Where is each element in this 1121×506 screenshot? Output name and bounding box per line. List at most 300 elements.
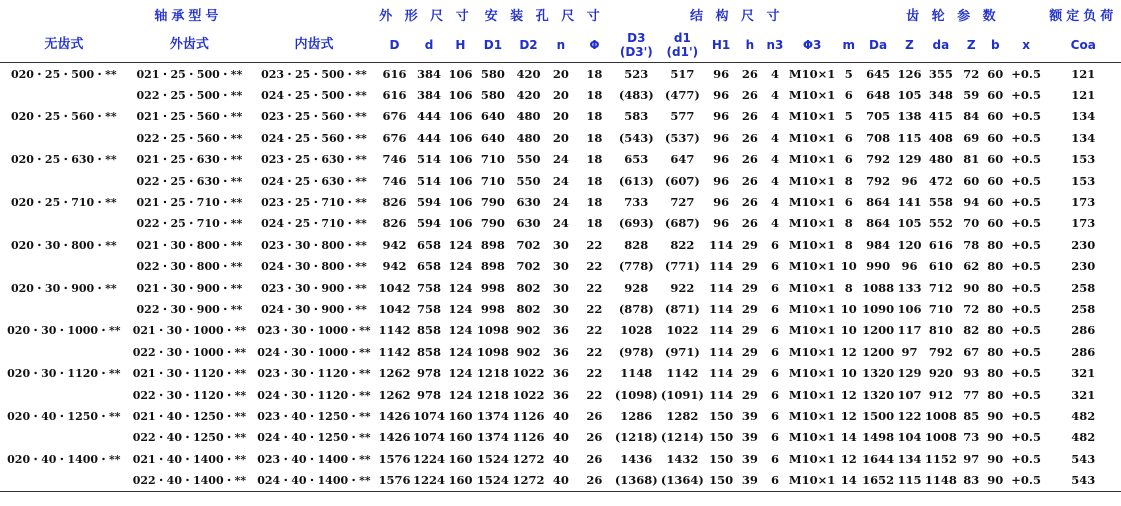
cell-m: 12 bbox=[840, 344, 857, 359]
cell-d1: 580 bbox=[480, 88, 505, 103]
col-header-D3 bbox=[613, 28, 659, 63]
cell-b: 60 bbox=[987, 173, 1004, 188]
cell-ext: 021・25・560・** bbox=[136, 110, 243, 124]
cell-da: 792 bbox=[928, 344, 953, 359]
cell-n3: 6 bbox=[770, 259, 779, 274]
col-header-d1 bbox=[659, 28, 705, 63]
cell-d2: 1126 bbox=[512, 408, 545, 423]
cell-phi: 22 bbox=[586, 280, 603, 295]
cell-phi3: M10×1 bbox=[788, 366, 836, 381]
cell-z2: 69 bbox=[963, 130, 980, 145]
table-row bbox=[0, 362, 1121, 383]
cell-m: 12 bbox=[840, 451, 857, 466]
cell-d2: 480 bbox=[516, 130, 541, 145]
cell-d2: 702 bbox=[516, 259, 541, 274]
cell-d: 942 bbox=[382, 259, 407, 274]
col-header-phi3: Φ3 bbox=[802, 38, 822, 52]
cell-n3: 6 bbox=[770, 323, 779, 338]
cell-h: 106 bbox=[448, 88, 473, 103]
table-row bbox=[0, 448, 1121, 469]
cell-z2: 93 bbox=[963, 366, 980, 381]
cell-n3: 6 bbox=[770, 366, 779, 381]
cell-h: 106 bbox=[448, 173, 473, 188]
cell-d: 1224 bbox=[413, 451, 446, 466]
col-header-m: m bbox=[842, 38, 855, 52]
cell-h1: 114 bbox=[709, 344, 734, 359]
cell-ext: 022・25・710・** bbox=[136, 217, 243, 231]
cell-da: 864 bbox=[866, 195, 891, 210]
cell-d1: 1098 bbox=[476, 344, 509, 359]
cell-d3: 583 bbox=[624, 109, 649, 124]
cell-d: 1074 bbox=[413, 430, 446, 445]
cell-phi3: M10×1 bbox=[788, 301, 836, 316]
cell-d3: 523 bbox=[624, 66, 649, 81]
cell-d2: 1022 bbox=[512, 366, 545, 381]
cell-b: 60 bbox=[987, 152, 1004, 167]
cell-phi: 26 bbox=[586, 473, 603, 488]
cell-d3: (693) bbox=[618, 216, 654, 231]
cell-z2: 60 bbox=[963, 173, 980, 188]
cell-z2: 85 bbox=[963, 408, 980, 423]
cell-z2: 72 bbox=[963, 66, 980, 81]
cell-h: 106 bbox=[448, 152, 473, 167]
cell-coa: 121 bbox=[1071, 66, 1096, 81]
cell-h: 29 bbox=[741, 237, 758, 252]
cell-x: +0.5 bbox=[1011, 430, 1041, 445]
cell-d: 658 bbox=[417, 237, 442, 252]
cell-no bbox=[0, 256, 128, 277]
cell-b: 90 bbox=[987, 430, 1004, 445]
cell-no bbox=[0, 469, 128, 491]
cell-d: 444 bbox=[417, 109, 442, 124]
cell-b: 60 bbox=[987, 109, 1004, 124]
cell-no bbox=[0, 84, 128, 105]
cell-h: 39 bbox=[741, 473, 758, 488]
cell-d1: (771) bbox=[664, 259, 700, 274]
cell-h1: 96 bbox=[713, 173, 730, 188]
cell-d1: 577 bbox=[670, 109, 695, 124]
cell-m: 14 bbox=[840, 430, 857, 445]
cell-x: +0.5 bbox=[1011, 109, 1041, 124]
cell-d1: (1214) bbox=[660, 430, 704, 445]
cell-d3: 1436 bbox=[620, 451, 653, 466]
cell-d: 384 bbox=[417, 88, 442, 103]
cell-z1: 129 bbox=[897, 366, 922, 381]
cell-da: 1088 bbox=[862, 280, 895, 295]
cell-d2: 1272 bbox=[512, 473, 545, 488]
cell-int: 023・30・1120・** bbox=[257, 367, 371, 381]
cell-m: 6 bbox=[844, 88, 853, 103]
cell-b: 80 bbox=[987, 323, 1004, 338]
cell-ext: 022・30・800・** bbox=[136, 260, 243, 274]
cell-no bbox=[0, 384, 128, 405]
cell-int: 023・30・900・** bbox=[261, 281, 367, 295]
cell-phi3: M10×1 bbox=[788, 473, 836, 488]
cell-d1: 998 bbox=[480, 301, 505, 316]
cell-phi3: M10×1 bbox=[788, 323, 836, 338]
cell-z1: 129 bbox=[897, 152, 922, 167]
cell-no: 020・25・630・** bbox=[10, 153, 117, 167]
cell-h: 26 bbox=[741, 66, 758, 81]
table-body bbox=[0, 63, 1121, 492]
cell-phi: 26 bbox=[586, 430, 603, 445]
cell-z1: 134 bbox=[897, 451, 922, 466]
cell-da: 355 bbox=[928, 66, 953, 81]
cell-d3: (543) bbox=[618, 130, 654, 145]
table-row bbox=[0, 106, 1121, 127]
group-header-gear: 齿 轮 参 数 bbox=[906, 8, 1000, 24]
cell-x: +0.5 bbox=[1011, 195, 1041, 210]
cell-n3: 6 bbox=[770, 408, 779, 423]
col-header-x: x bbox=[1022, 38, 1030, 52]
cell-phi: 18 bbox=[586, 88, 603, 103]
cell-n3: 6 bbox=[770, 387, 779, 402]
col-header-Da: Da bbox=[869, 38, 888, 52]
cell-d2: 550 bbox=[516, 173, 541, 188]
cell-da: 1644 bbox=[862, 451, 895, 466]
cell-d3: 1148 bbox=[620, 366, 653, 381]
cell-h1: 150 bbox=[709, 408, 734, 423]
cell-z2: 81 bbox=[963, 152, 980, 167]
cell-coa: 482 bbox=[1071, 430, 1096, 445]
cell-m: 10 bbox=[840, 301, 857, 316]
cell-coa: 173 bbox=[1071, 216, 1096, 231]
cell-n3: 4 bbox=[770, 88, 779, 103]
cell-d: 1042 bbox=[378, 301, 411, 316]
cell-d1: 517 bbox=[670, 66, 695, 81]
cell-d: 514 bbox=[417, 152, 442, 167]
cell-b: 80 bbox=[987, 237, 1004, 252]
cell-int: 024・30・800・** bbox=[261, 260, 367, 274]
cell-n: 40 bbox=[552, 408, 569, 423]
cell-no bbox=[0, 341, 128, 362]
cell-h: 124 bbox=[448, 344, 473, 359]
cell-phi3: M10×1 bbox=[788, 109, 836, 124]
cell-da: 990 bbox=[866, 259, 891, 274]
cell-h: 29 bbox=[741, 387, 758, 402]
cell-coa: 258 bbox=[1071, 301, 1096, 316]
cell-phi3: M10×1 bbox=[788, 237, 836, 252]
cell-h1: 114 bbox=[709, 366, 734, 381]
cell-ext: 021・25・630・** bbox=[136, 153, 243, 167]
cell-d2: 802 bbox=[516, 301, 541, 316]
col-header-H1: H1 bbox=[711, 38, 731, 52]
cell-b: 60 bbox=[987, 66, 1004, 81]
cell-int: 023・25・500・** bbox=[261, 67, 367, 81]
cell-coa: 134 bbox=[1071, 109, 1096, 124]
cell-h1: 114 bbox=[709, 323, 734, 338]
cell-z2: 72 bbox=[963, 301, 980, 316]
col-header-h: h bbox=[745, 38, 755, 52]
cell-d2: 902 bbox=[516, 323, 541, 338]
cell-b: 60 bbox=[987, 88, 1004, 103]
cell-da: 552 bbox=[928, 216, 953, 231]
table-row bbox=[0, 127, 1121, 148]
table-row bbox=[0, 341, 1121, 362]
cell-d1: 1524 bbox=[476, 451, 509, 466]
cell-ext: 021・30・1000・** bbox=[132, 324, 247, 338]
cell-da: 712 bbox=[928, 280, 953, 295]
cell-b: 80 bbox=[987, 280, 1004, 295]
cell-d2: 480 bbox=[516, 109, 541, 124]
cell-d3: (978) bbox=[618, 344, 654, 359]
cell-h1: 96 bbox=[713, 88, 730, 103]
cell-phi3: M10×1 bbox=[788, 173, 836, 188]
cell-b: 90 bbox=[987, 451, 1004, 466]
cell-h1: 96 bbox=[713, 152, 730, 167]
cell-h1: 150 bbox=[709, 473, 734, 488]
cell-coa: 321 bbox=[1071, 366, 1096, 381]
cell-b: 60 bbox=[987, 216, 1004, 231]
cell-d2: 420 bbox=[516, 88, 541, 103]
cell-phi: 22 bbox=[586, 387, 603, 402]
cell-d1: (871) bbox=[664, 301, 700, 316]
cell-d1: (687) bbox=[664, 216, 700, 231]
cell-m: 5 bbox=[844, 109, 853, 124]
cell-int: 023・25・630・** bbox=[261, 153, 367, 167]
cell-n3: 4 bbox=[770, 109, 779, 124]
cell-h: 29 bbox=[741, 366, 758, 381]
cell-phi: 22 bbox=[586, 323, 603, 338]
cell-h1: 96 bbox=[713, 130, 730, 145]
cell-d1: (537) bbox=[664, 130, 700, 145]
cell-no: 020・40・1400・** bbox=[7, 452, 121, 466]
cell-da: 912 bbox=[928, 387, 953, 402]
cell-b: 80 bbox=[987, 259, 1004, 274]
table-row bbox=[0, 234, 1121, 255]
cell-no bbox=[0, 170, 128, 191]
cell-da: 648 bbox=[866, 88, 891, 103]
cell-d: 858 bbox=[417, 323, 442, 338]
cell-d2: 630 bbox=[516, 195, 541, 210]
cell-b: 80 bbox=[987, 301, 1004, 316]
cell-da: 792 bbox=[866, 173, 891, 188]
cell-da: 415 bbox=[928, 109, 953, 124]
cell-phi3: M10×1 bbox=[788, 387, 836, 402]
cell-z1: 122 bbox=[897, 408, 922, 423]
cell-phi3: M10×1 bbox=[788, 408, 836, 423]
cell-h: 124 bbox=[448, 280, 473, 295]
cell-d: 616 bbox=[382, 88, 407, 103]
cell-da: 1200 bbox=[862, 344, 895, 359]
col-header-d1-line1: d1 bbox=[673, 31, 691, 45]
col-header-Z1: Z bbox=[905, 38, 914, 52]
cell-n: 30 bbox=[552, 259, 569, 274]
cell-h: 106 bbox=[448, 109, 473, 124]
cell-b: 90 bbox=[987, 408, 1004, 423]
cell-d: 826 bbox=[382, 216, 407, 231]
cell-m: 5 bbox=[844, 66, 853, 81]
cell-z1: 115 bbox=[897, 130, 922, 145]
cell-n3: 6 bbox=[770, 430, 779, 445]
cell-h: 26 bbox=[741, 152, 758, 167]
cell-d2: 802 bbox=[516, 280, 541, 295]
cell-phi: 18 bbox=[586, 109, 603, 124]
cell-n: 24 bbox=[552, 216, 569, 231]
col-header-da: da bbox=[932, 38, 950, 52]
cell-ext: 022・25・560・** bbox=[136, 131, 243, 145]
cell-d3: (878) bbox=[618, 301, 654, 316]
cell-h: 160 bbox=[448, 451, 473, 466]
cell-ext: 021・25・710・** bbox=[136, 196, 243, 210]
cell-d1: 1022 bbox=[666, 323, 699, 338]
cell-n3: 4 bbox=[770, 216, 779, 231]
cell-h1: 96 bbox=[713, 66, 730, 81]
cell-z2: 82 bbox=[963, 323, 980, 338]
cell-d1: (1091) bbox=[660, 387, 704, 402]
cell-ext: 021・40・1400・** bbox=[132, 452, 247, 466]
cell-d3: 733 bbox=[624, 195, 649, 210]
cell-d: 594 bbox=[417, 195, 442, 210]
cell-x: +0.5 bbox=[1011, 66, 1041, 81]
cell-da: 1008 bbox=[924, 430, 957, 445]
cell-d1: 1524 bbox=[476, 473, 509, 488]
cell-d1: 998 bbox=[480, 280, 505, 295]
cell-x: +0.5 bbox=[1011, 88, 1041, 103]
cell-d3: (778) bbox=[618, 259, 654, 274]
cell-phi: 18 bbox=[586, 173, 603, 188]
cell-d3: 828 bbox=[624, 237, 649, 252]
cell-h: 106 bbox=[448, 216, 473, 231]
cell-ext: 022・30・1120・** bbox=[132, 388, 247, 402]
cell-h: 124 bbox=[448, 387, 473, 402]
cell-ext: 022・30・1000・** bbox=[132, 345, 247, 359]
cell-d: 746 bbox=[382, 152, 407, 167]
cell-h: 160 bbox=[448, 430, 473, 445]
col-header-D1: D1 bbox=[483, 38, 503, 52]
cell-phi3: M10×1 bbox=[788, 451, 836, 466]
cell-d3: (613) bbox=[618, 173, 654, 188]
cell-x: +0.5 bbox=[1011, 130, 1041, 145]
cell-coa: 230 bbox=[1071, 237, 1096, 252]
table-row bbox=[0, 170, 1121, 191]
cell-h: 124 bbox=[448, 366, 473, 381]
cell-phi3: M10×1 bbox=[788, 216, 836, 231]
cell-d: 1142 bbox=[378, 323, 411, 338]
cell-d: 758 bbox=[417, 280, 442, 295]
cell-d1: 1374 bbox=[476, 408, 509, 423]
cell-ext: 021・30・900・** bbox=[136, 281, 243, 295]
cell-da: 792 bbox=[866, 152, 891, 167]
cell-da: 920 bbox=[928, 366, 953, 381]
cell-n: 36 bbox=[552, 387, 569, 402]
cell-da: 984 bbox=[866, 237, 891, 252]
cell-d3: (1098) bbox=[614, 387, 658, 402]
cell-phi: 18 bbox=[586, 130, 603, 145]
cell-z1: 96 bbox=[901, 173, 918, 188]
cell-int: 024・30・1120・** bbox=[257, 388, 371, 402]
cell-phi: 22 bbox=[586, 301, 603, 316]
cell-n: 20 bbox=[552, 88, 569, 103]
cell-da: 616 bbox=[928, 237, 953, 252]
col-header-ext-teeth: 外齿式 bbox=[169, 37, 209, 52]
cell-h: 29 bbox=[741, 301, 758, 316]
cell-d: 746 bbox=[382, 173, 407, 188]
col-header-Z2: Z bbox=[966, 38, 976, 52]
cell-phi: 18 bbox=[586, 195, 603, 210]
cell-d: 826 bbox=[382, 195, 407, 210]
cell-z1: 107 bbox=[897, 387, 922, 402]
cell-d1: 1282 bbox=[666, 408, 699, 423]
cell-n3: 6 bbox=[770, 451, 779, 466]
cell-d1: 727 bbox=[670, 195, 695, 210]
cell-z2: 77 bbox=[963, 387, 980, 402]
cell-d1: 710 bbox=[480, 152, 505, 167]
cell-b: 80 bbox=[987, 344, 1004, 359]
cell-d1: 1218 bbox=[476, 387, 509, 402]
cell-d: 1426 bbox=[378, 408, 411, 423]
cell-d1: 647 bbox=[670, 152, 695, 167]
cell-d: 942 bbox=[382, 237, 407, 252]
cell-phi: 18 bbox=[586, 152, 603, 167]
cell-d: 384 bbox=[417, 66, 442, 81]
group-header-mount: 安 装 孔 尺 寸 bbox=[484, 8, 604, 24]
cell-n: 20 bbox=[552, 109, 569, 124]
cell-ext: 022・25・500・** bbox=[136, 89, 243, 103]
cell-m: 6 bbox=[844, 130, 853, 145]
cell-phi: 22 bbox=[586, 366, 603, 381]
cell-x: +0.5 bbox=[1011, 473, 1041, 488]
cell-da: 480 bbox=[928, 152, 953, 167]
cell-phi: 22 bbox=[586, 344, 603, 359]
cell-da: 710 bbox=[928, 301, 953, 316]
cell-h: 124 bbox=[448, 323, 473, 338]
cell-coa: 482 bbox=[1071, 408, 1096, 423]
col-header-Coa: Coa bbox=[1070, 38, 1096, 52]
table-row bbox=[0, 277, 1121, 298]
cell-h: 26 bbox=[741, 88, 758, 103]
group-header-struct: 结 构 尺 寸 bbox=[689, 8, 784, 24]
cell-da: 610 bbox=[928, 259, 953, 274]
cell-x: +0.5 bbox=[1011, 323, 1041, 338]
cell-x: +0.5 bbox=[1011, 366, 1041, 381]
cell-d: 1262 bbox=[378, 366, 411, 381]
cell-d: 1042 bbox=[378, 280, 411, 295]
cell-n: 24 bbox=[552, 195, 569, 210]
group-header-model: 轴承型号 bbox=[154, 8, 223, 24]
cell-h1: 150 bbox=[709, 430, 734, 445]
cell-n: 24 bbox=[552, 173, 569, 188]
cell-x: +0.5 bbox=[1011, 451, 1041, 466]
cell-d1: 580 bbox=[480, 66, 505, 81]
cell-x: +0.5 bbox=[1011, 344, 1041, 359]
cell-d: 978 bbox=[417, 366, 442, 381]
cell-coa: 543 bbox=[1071, 473, 1096, 488]
cell-d: 514 bbox=[417, 173, 442, 188]
cell-z1: 117 bbox=[897, 323, 922, 338]
cell-n3: 6 bbox=[770, 473, 779, 488]
cell-d1: 790 bbox=[480, 216, 505, 231]
cell-int: 024・25・500・** bbox=[261, 89, 367, 103]
cell-ext: 022・25・630・** bbox=[136, 174, 243, 188]
cell-coa: 173 bbox=[1071, 195, 1096, 210]
cell-coa: 286 bbox=[1071, 323, 1096, 338]
cell-ext: 021・40・1250・** bbox=[132, 409, 247, 423]
cell-phi: 26 bbox=[586, 451, 603, 466]
cell-d1: 1432 bbox=[666, 451, 699, 466]
cell-z2: 70 bbox=[963, 216, 980, 231]
cell-d: 758 bbox=[417, 301, 442, 316]
cell-d: 1576 bbox=[378, 473, 411, 488]
cell-phi: 26 bbox=[586, 408, 603, 423]
cell-h: 26 bbox=[741, 195, 758, 210]
cell-phi: 22 bbox=[586, 237, 603, 252]
cell-ext: 022・40・1250・** bbox=[132, 431, 247, 445]
cell-h: 29 bbox=[741, 259, 758, 274]
cell-no bbox=[0, 213, 128, 234]
cell-d2: 902 bbox=[516, 344, 541, 359]
cell-h1: 114 bbox=[709, 259, 734, 274]
